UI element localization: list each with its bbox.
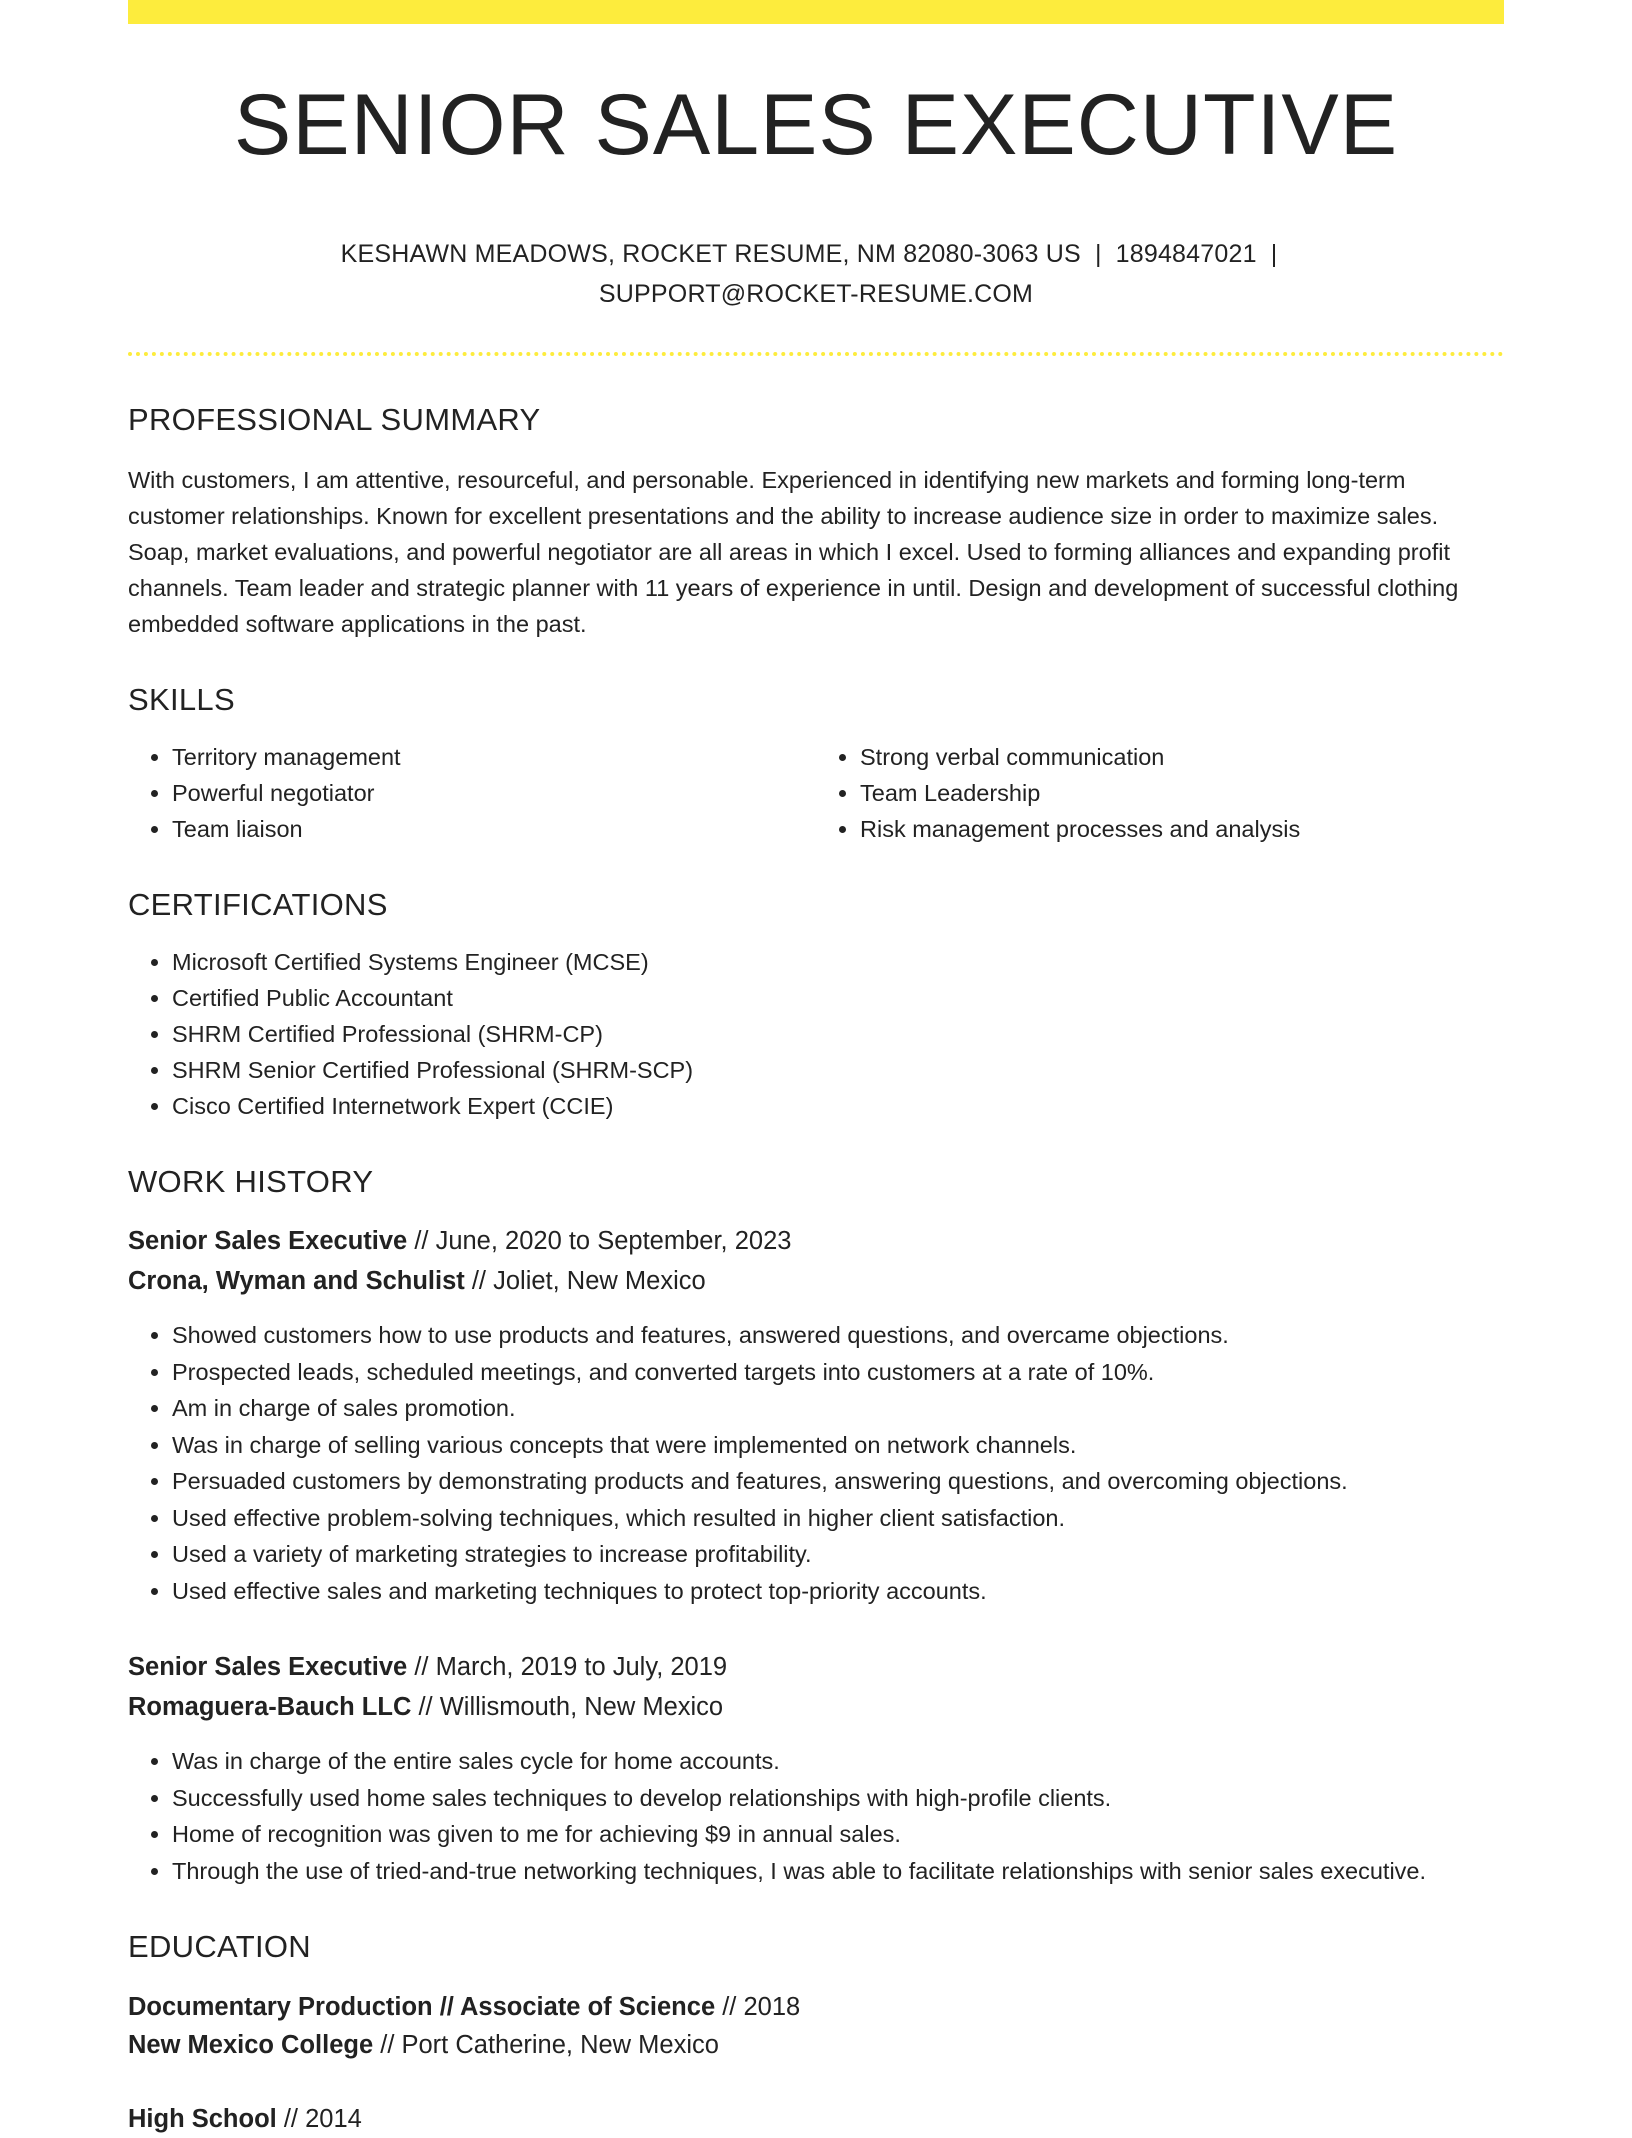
contact-address: KESHAWN MEADOWS, ROCKET RESUME, NM 82080-3063 US (340, 240, 1081, 268)
job-company-line (128, 1261, 1504, 1301)
job-bullet: • Successfully used home sales techniques to develop relationships with high-profile clients. (172, 1780, 1504, 1817)
job-bullet: • Showed customers how to use products and features, answered questions, and overcame objections. (172, 1317, 1504, 1354)
job-company: Romaguera-Bauch LLC (128, 1693, 412, 1721)
certification-item: • SHRM Senior Certified Professional (SHRM-SCP) (172, 1052, 1504, 1088)
skill-item: • Territory management (172, 739, 816, 775)
education-degree: High School (128, 2105, 277, 2133)
education-year: // 2014 (276, 2105, 362, 2133)
contact-line-2 (128, 274, 1504, 314)
job-bullet: • Used effective problem-solving techniques, which resulted in higher client satisfaction. (172, 1500, 1504, 1537)
contact-separator: | (1270, 240, 1278, 268)
job-bullet: • Persuaded customers by demonstrating products and features, answering questions, and overcoming objections. (172, 1463, 1504, 1500)
job-company-line (128, 1687, 1504, 1727)
resume-title: SENIOR SALES EXECUTIVE (233, 77, 1399, 173)
work-history-heading: WORK HISTORY (128, 1164, 374, 1199)
job-entry-2 (128, 1647, 1504, 1889)
job-bullet: • Was in charge of the entire sales cycle for home accounts. (172, 1743, 1504, 1780)
skill-item: • Risk management processes and analysis (860, 811, 1504, 847)
summary-heading: PROFESSIONAL SUMMARY (128, 402, 541, 437)
contact-line-1 (128, 234, 1504, 274)
contact-phone: 1894847021 (1115, 240, 1257, 268)
education-school-line (128, 2026, 1504, 2064)
summary-text: With customers, I am attentive, resourceful, and personable. Experienced in identifying new markets and forming long-term customer relationships. Known for excellent presentations and the ability to increase audience size in order to maximize sales. Soap, market evaluations, and powerful negotiator are all areas in which I excel. Used to forming alliances and expanding profit channels. Team leader and strategic planner with 11 years of experience in until. Design and development of successful clothing embedded software applications in the past. (128, 467, 1459, 637)
job-title: Senior Sales Executive (128, 1227, 408, 1255)
skill-item: • Team liaison (172, 811, 816, 847)
certifications-heading: CERTIFICATIONS (128, 887, 388, 922)
job-location: // Willismouth, New Mexico (411, 1693, 724, 1721)
skills-column-right (816, 739, 1504, 847)
job-bullet: • Used a variety of marketing strategies to increase profitability. (172, 1536, 1504, 1573)
education-degree-line (128, 1988, 1504, 2026)
job-bullet: • Through the use of tried-and-true networking techniques, I was able to facilitate relationships with senior sales executive. (172, 1853, 1504, 1890)
education-school: New Mexico College (128, 2031, 374, 2059)
job-title: Senior Sales Executive (128, 1653, 408, 1681)
education-degree-line (128, 2100, 1504, 2138)
job-company: Crona, Wyman and Schulist (128, 1267, 465, 1295)
education-degree: Documentary Production // Associate of Science (128, 1993, 716, 2021)
education-heading: EDUCATION (128, 1929, 311, 1964)
contact-separator: | (1094, 240, 1102, 268)
certifications-list (128, 944, 1504, 1124)
contact-info (128, 234, 1504, 314)
job-title-line (128, 1221, 1504, 1261)
skills-heading: SKILLS (128, 682, 235, 717)
certification-item: • Cisco Certified Internetwork Expert (CCIE) (172, 1088, 1504, 1124)
education-year: // 2018 (715, 1993, 801, 2021)
job-location: // Joliet, New Mexico (464, 1267, 706, 1295)
certification-item: • Microsoft Certified Systems Engineer (MCSE) (172, 944, 1504, 980)
contact-email[interactable]: SUPPORT@ROCKET-RESUME.COM (598, 280, 1034, 308)
job-entry-1 (128, 1221, 1504, 1609)
education-location: // Port Catherine, New Mexico (373, 2031, 719, 2059)
job-dates: // June, 2020 to September, 2023 (407, 1227, 792, 1255)
resume-page (128, 0, 1504, 2138)
skills-column-left (128, 739, 816, 847)
job-bullets (128, 1317, 1504, 1609)
job-bullet: • Was in charge of selling various concepts that were implemented on network channels. (172, 1427, 1504, 1464)
skill-item: • Powerful negotiator (172, 775, 816, 811)
skill-item: • Strong verbal communication (860, 739, 1504, 775)
skill-item: • Team Leadership (860, 775, 1504, 811)
job-bullet: • Am in charge of sales promotion. (172, 1390, 1504, 1427)
job-bullet: • Used effective sales and marketing techniques to protect top-priority accounts. (172, 1573, 1504, 1610)
job-title-line (128, 1647, 1504, 1687)
dotted-divider (128, 352, 1504, 356)
job-bullets (128, 1743, 1504, 1889)
job-bullet: • Home of recognition was given to me for achieving $9 in annual sales. (172, 1816, 1504, 1853)
skills-list (128, 739, 1504, 847)
education-entry-1 (128, 1988, 1504, 2064)
certification-item: • SHRM Certified Professional (SHRM-CP) (172, 1016, 1504, 1052)
education-entry-2 (128, 2100, 1504, 2138)
job-dates: // March, 2019 to July, 2019 (407, 1653, 728, 1681)
job-bullet: • Prospected leads, scheduled meetings, and converted targets into customers at a rate of 10%. (172, 1354, 1504, 1391)
certification-item: • Certified Public Accountant (172, 980, 1504, 1016)
accent-top-bar (128, 0, 1504, 24)
